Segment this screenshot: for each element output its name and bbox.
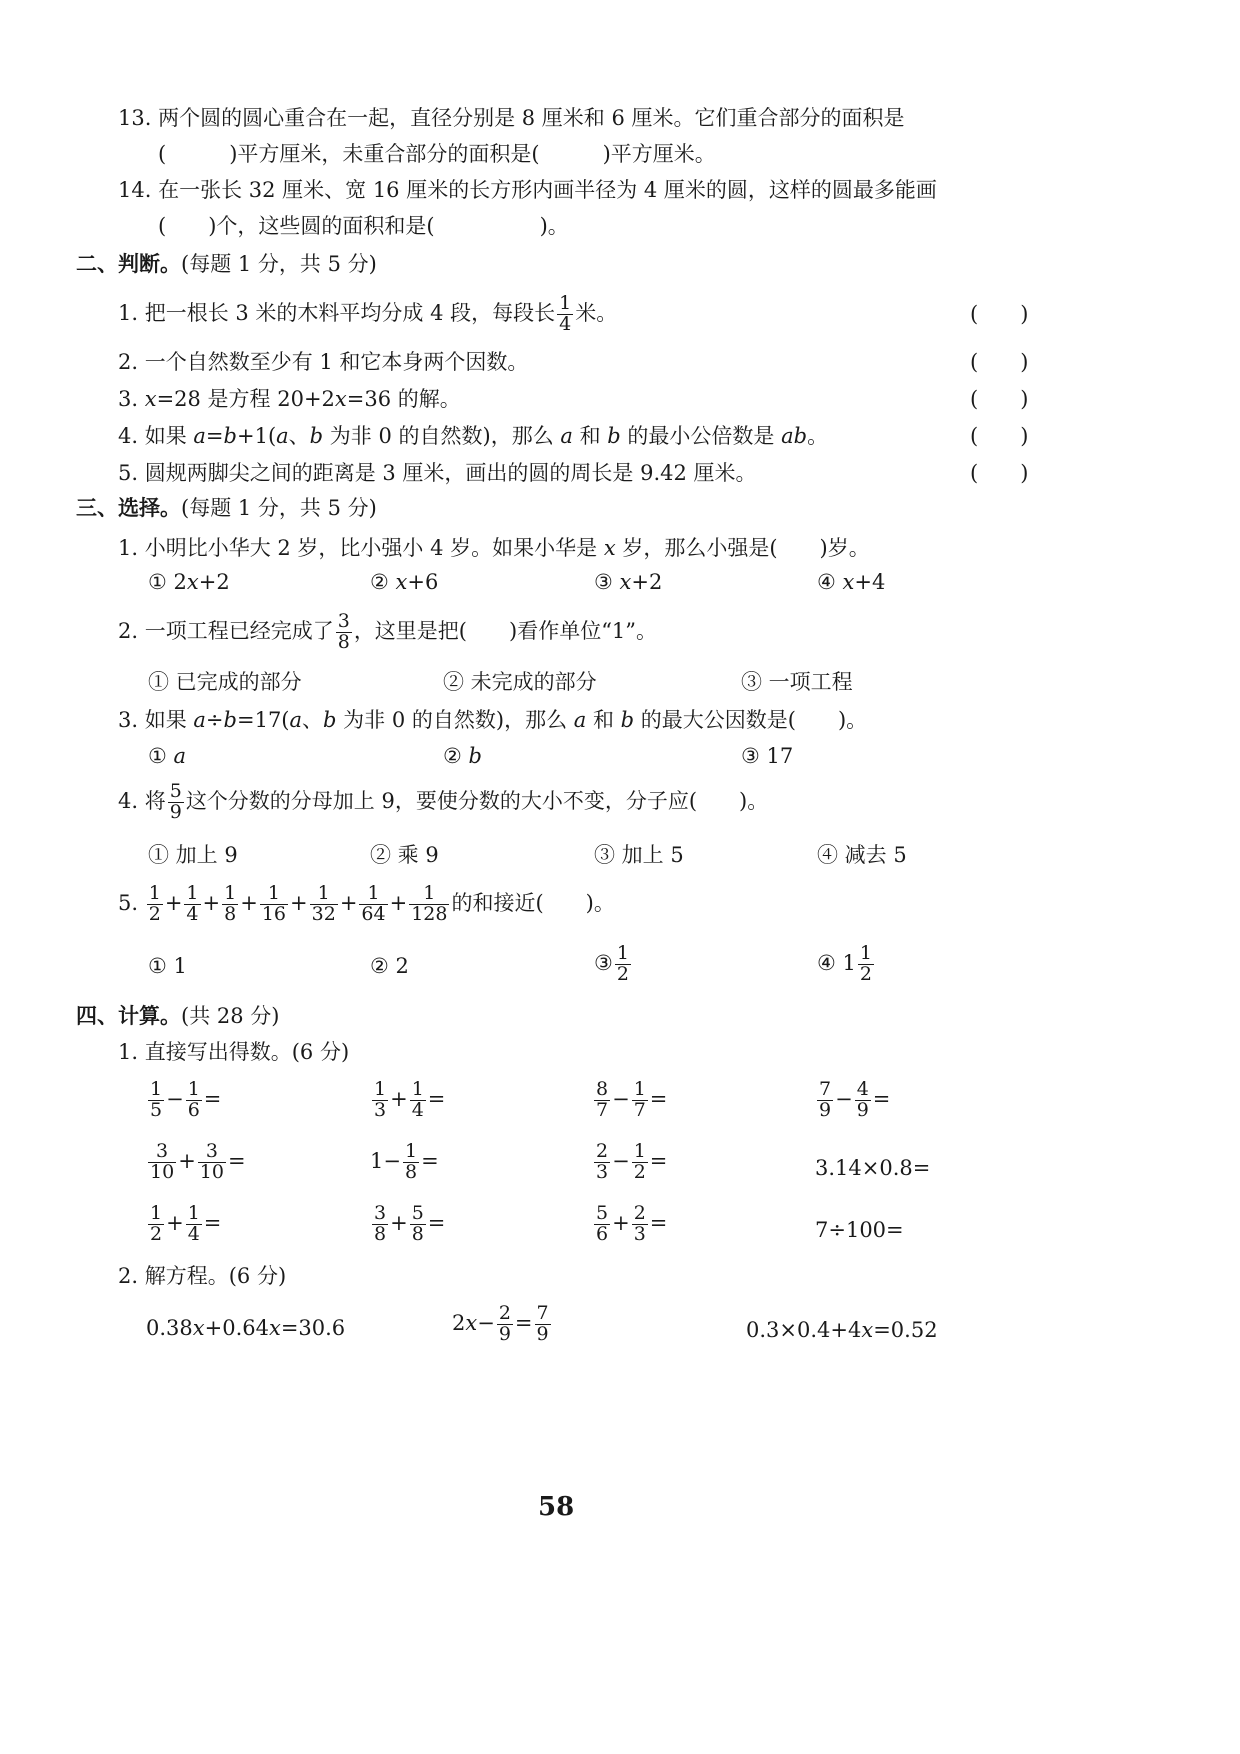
- fraction: [260, 884, 288, 925]
- judge-q5: 5. 圆规两脚尖之间的距离是 3 厘米，画出的圆的周长是 9.42 厘米。: [118, 461, 757, 485]
- numerator: 5: [169, 780, 182, 802]
- fraction: [198, 1142, 226, 1183]
- numerator: 1: [187, 1202, 200, 1224]
- choice-q1: [118, 538, 870, 559]
- numerator: 2: [633, 1202, 646, 1224]
- denominator: 2: [148, 902, 161, 925]
- section-judge-note: (每题 1 分，共 5 分): [181, 252, 377, 276]
- denominator: 6: [596, 1222, 609, 1245]
- plus-sign: +: [389, 890, 408, 915]
- operator: −: [835, 1086, 853, 1111]
- choice-q4-option-2[interactable]: ② 乘 9: [370, 843, 439, 867]
- numerator: 1: [187, 1078, 200, 1100]
- text: =30.6: [280, 1316, 346, 1340]
- calc-item-12: 7÷100=: [815, 1218, 904, 1242]
- section-choice-note: (每题 1 分，共 5 分): [181, 496, 377, 520]
- choice-q4-option-4[interactable]: ④ 减去 5: [817, 843, 907, 867]
- judge-q2: 2. 一个自然数至少有 1 和它本身两个因数。: [118, 350, 529, 374]
- denominator: 2: [150, 1222, 163, 1245]
- fraction: [148, 1204, 164, 1245]
- choice-q5-option-3[interactable]: [594, 944, 633, 985]
- variable-x: x: [619, 570, 632, 594]
- answer-bracket-judge-3[interactable]: ( ): [970, 387, 1029, 411]
- option-label: ① 2: [148, 570, 187, 594]
- calc-item-4: [815, 1080, 890, 1121]
- fraction: [557, 294, 573, 335]
- choice-q3-option-1[interactable]: [148, 746, 186, 767]
- text: +1(: [236, 424, 277, 448]
- fraction: [148, 1142, 176, 1183]
- denominator: 4: [187, 1222, 200, 1245]
- calc-item-11: [592, 1204, 667, 1245]
- section-choice-heading: [76, 498, 377, 519]
- text: 4. 如果: [118, 424, 194, 448]
- numerator: 7: [536, 1302, 549, 1324]
- denominator: 32: [311, 902, 336, 925]
- denominator: 2: [616, 962, 629, 985]
- fraction: [410, 1204, 426, 1245]
- denominator: 5: [150, 1098, 163, 1121]
- text: 的最小公倍数是: [620, 424, 782, 448]
- judge-q1-text: 1. 把一根长 3 米的木料平均分成 4 段，每段长: [118, 300, 556, 325]
- denominator: 10: [150, 1160, 175, 1183]
- text: 2: [452, 1310, 466, 1335]
- variable-a: a: [173, 744, 187, 768]
- variable-b: b: [468, 744, 482, 768]
- numerator: 1: [559, 292, 572, 314]
- numerator: 1: [633, 1140, 646, 1162]
- option-label: ②: [370, 570, 396, 594]
- fraction: [858, 944, 874, 985]
- variable-b: b: [323, 708, 337, 732]
- fraction: [359, 884, 387, 925]
- equals-sign: =: [514, 1310, 533, 1335]
- option-label: ④: [817, 570, 843, 594]
- operator: +: [178, 1148, 196, 1173]
- text: 0.38: [146, 1316, 193, 1340]
- variable-x: x: [192, 1316, 205, 1340]
- choice-q2: [118, 612, 657, 653]
- question-14-line1: 14. 在一张长 32 厘米、宽 16 厘米的长方形内画半径为 4 厘米的圆，这样的圆最多能画: [118, 178, 937, 202]
- text: =0.52: [873, 1318, 938, 1342]
- fraction: [403, 1142, 419, 1183]
- text: =36 的解。: [346, 387, 461, 411]
- fraction: [372, 1204, 388, 1245]
- numerator: 5: [411, 1202, 424, 1224]
- option-label: ③: [594, 950, 613, 975]
- denominator: 8: [404, 1160, 418, 1183]
- plus-sign: +: [202, 890, 221, 915]
- calc-item-3: [592, 1080, 667, 1121]
- fraction: [817, 1080, 833, 1121]
- page-number: 58: [538, 1492, 575, 1522]
- equals-sign: =: [227, 1148, 246, 1173]
- variable-a: a: [276, 424, 289, 448]
- option-label: ③: [594, 570, 620, 594]
- text: 、: [302, 708, 324, 732]
- numerator: 1: [374, 1078, 387, 1100]
- fraction: [372, 1080, 388, 1121]
- variable-x: x: [861, 1318, 874, 1342]
- choice-q5-option-2[interactable]: ② 2: [370, 954, 409, 978]
- text: +0.64: [204, 1316, 269, 1340]
- operator: +: [390, 1210, 408, 1235]
- calc-item-6: [370, 1142, 439, 1183]
- numerator: 3: [337, 610, 350, 632]
- choice-q4: [118, 782, 768, 823]
- variable-a: a: [573, 708, 587, 732]
- option-text: +6: [407, 570, 439, 594]
- numerator: 4: [856, 1078, 869, 1100]
- equals-sign: =: [872, 1086, 891, 1111]
- denominator: 2: [859, 962, 872, 985]
- denominator: 3: [633, 1222, 646, 1245]
- text: 的和接近( )。: [451, 890, 615, 915]
- variable-b: b: [223, 708, 237, 732]
- text: 。: [807, 424, 829, 448]
- fraction: [222, 884, 238, 925]
- fraction: [168, 782, 184, 823]
- variable-a: a: [289, 708, 303, 732]
- fraction: [336, 612, 352, 653]
- choice-q4-option-1[interactable]: ① 加上 9: [148, 843, 238, 867]
- variable-x: x: [465, 1310, 478, 1335]
- answer-bracket-judge-1[interactable]: ( ): [970, 302, 1029, 326]
- option-label: ④ 1: [817, 950, 856, 975]
- option-text: +4: [854, 570, 886, 594]
- section-judge-heading: [76, 254, 377, 275]
- fraction: [147, 884, 163, 925]
- fraction: [615, 944, 631, 985]
- section-calc-heading: [76, 1006, 279, 1027]
- variable-b: b: [620, 708, 635, 732]
- choice-q5: [118, 884, 615, 925]
- question-13-line2: ( )平方厘米，未重合部分的面积是( )平方厘米。: [158, 142, 716, 166]
- fraction: [497, 1304, 513, 1345]
- fraction: [855, 1080, 871, 1121]
- judge-q1-unit: 米。: [575, 300, 618, 325]
- option-label: ②: [443, 744, 469, 768]
- choice-q3: [118, 710, 867, 731]
- choice-q1-option-2[interactable]: [370, 572, 438, 593]
- choice-q1-option-1[interactable]: [148, 572, 230, 593]
- numerator: 1: [359, 884, 387, 905]
- equals-sign: =: [649, 1210, 668, 1235]
- denominator: 7: [633, 1098, 646, 1121]
- fraction: [186, 1080, 202, 1121]
- denominator: 8: [374, 1222, 387, 1245]
- choice-q3-option-2[interactable]: [443, 746, 482, 767]
- question-14-line2: ( )个，这些圆的面积和是( )。: [158, 214, 569, 238]
- equals-sign: =: [203, 1210, 222, 1235]
- fraction: [186, 1204, 202, 1245]
- option-label: ①: [148, 744, 174, 768]
- numerator: 7: [819, 1078, 832, 1100]
- operator: +: [612, 1210, 630, 1235]
- equation-3: [746, 1320, 938, 1341]
- variable-a: a: [193, 708, 206, 732]
- denominator: 4: [559, 312, 572, 335]
- variable-x: x: [334, 387, 347, 411]
- text: ，这里是把( )看作单位“1”。: [353, 618, 658, 643]
- equals-sign: =: [203, 1086, 222, 1111]
- equals-sign: =: [427, 1086, 446, 1111]
- equals-sign: =: [421, 1148, 439, 1173]
- denominator: 2: [633, 1160, 646, 1183]
- fraction: [632, 1204, 648, 1245]
- variable-b: b: [607, 424, 621, 448]
- text: 5.: [118, 890, 145, 915]
- choice-q2-option-1[interactable]: ① 已完成的部分: [148, 670, 302, 694]
- denominator: 8: [224, 902, 237, 925]
- calc-sub2-title: 2. 解方程。(6 分): [118, 1264, 287, 1288]
- answer-bracket-judge-2[interactable]: ( ): [970, 350, 1029, 374]
- answer-bracket-judge-4[interactable]: ( ): [970, 424, 1029, 448]
- question-13-line1: 13. 两个圆的圆心重合在一起，直径分别是 8 厘米和 6 厘米。它们重合部分的面积是: [118, 106, 905, 130]
- denominator: 9: [498, 1322, 511, 1345]
- numerator: 1: [148, 882, 161, 904]
- section-calc-title: 四、计算。: [76, 1004, 181, 1028]
- numerator: 5: [596, 1202, 609, 1224]
- denominator: 64: [361, 902, 386, 925]
- calc-item-5: [146, 1142, 246, 1183]
- text: =17(: [236, 708, 290, 732]
- operator: −: [612, 1086, 630, 1111]
- denominator: 7: [596, 1098, 609, 1121]
- operator: −: [612, 1148, 630, 1173]
- choice-q4-option-3[interactable]: ③ 加上 5: [594, 843, 684, 867]
- text: 3. 如果: [118, 708, 194, 732]
- fraction: [594, 1204, 610, 1245]
- denominator: 4: [186, 902, 199, 925]
- answer-bracket-judge-5[interactable]: ( ): [970, 461, 1029, 485]
- judge-q3: [118, 389, 461, 410]
- variable-x: x: [842, 570, 855, 594]
- calc-item-1: [146, 1080, 221, 1121]
- denominator: 16: [261, 902, 287, 925]
- section-calc-note: (共 28 分): [181, 1004, 280, 1028]
- option-text: +2: [198, 570, 230, 594]
- numerator: 1: [616, 942, 629, 964]
- fraction: [535, 1304, 551, 1345]
- choice-q2-option-2[interactable]: ② 未完成的部分: [443, 670, 597, 694]
- fraction: [184, 884, 200, 925]
- calc-item-9: [146, 1204, 221, 1245]
- judge-q4: [118, 426, 828, 447]
- numerator: 2: [498, 1302, 511, 1324]
- text: 这个分数的分母加上 9，要使分数的大小不变，分子应( )。: [185, 788, 769, 813]
- equation-1: [146, 1318, 345, 1339]
- numerator: 2: [596, 1140, 609, 1162]
- numerator: 1: [859, 942, 872, 964]
- choice-q1-option-4[interactable]: [817, 572, 885, 593]
- denominator: 4: [411, 1098, 424, 1121]
- operator: −: [477, 1310, 495, 1335]
- denominator: 9: [819, 1098, 832, 1121]
- text: 0.3×0.4+4: [746, 1318, 862, 1342]
- calc-item-7: [592, 1142, 667, 1183]
- numerator: 1: [404, 1140, 418, 1162]
- text: 3.: [118, 387, 145, 411]
- text: 为非 0 的自然数)，那么: [323, 424, 561, 448]
- calc-item-10: [370, 1204, 445, 1245]
- denominator: 10: [199, 1160, 224, 1183]
- numerator: 3: [198, 1142, 226, 1163]
- numerator: 1: [224, 882, 237, 904]
- text: 2. 一项工程已经完成了: [118, 618, 334, 643]
- numerator: 1: [260, 884, 288, 905]
- choice-q1-option-3[interactable]: [594, 572, 662, 593]
- denominator: 9: [536, 1322, 549, 1345]
- numerator: 1: [150, 1078, 163, 1100]
- variable-x: x: [395, 570, 408, 594]
- variable-ab: ab: [781, 424, 808, 448]
- variable-x: x: [186, 570, 199, 594]
- variable-x: x: [268, 1316, 281, 1340]
- numerator: 8: [596, 1078, 609, 1100]
- text: 为非 0 的自然数)，那么: [336, 708, 574, 732]
- variable-a: a: [560, 424, 573, 448]
- operator: +: [390, 1086, 408, 1111]
- operator: +: [166, 1210, 184, 1235]
- fraction: [310, 884, 338, 925]
- section-choice-title: 三、选择。: [76, 496, 181, 520]
- fraction: [148, 1080, 164, 1121]
- operator: −: [166, 1086, 184, 1111]
- option-label: ③ 17: [741, 744, 794, 768]
- option-text: +2: [631, 570, 663, 594]
- text: 的最大公因数是( )。: [634, 708, 868, 732]
- numerator: 1: [411, 1078, 424, 1100]
- fraction: [409, 884, 449, 925]
- equals-sign: =: [649, 1086, 668, 1111]
- numerator: 3: [374, 1202, 387, 1224]
- choice-q5-option-1[interactable]: ① 1: [148, 954, 187, 978]
- text: 和: [586, 708, 621, 732]
- choice-q5-option-4[interactable]: [817, 944, 876, 985]
- text: =28 是方程 20+2: [156, 387, 335, 411]
- denominator: 3: [374, 1098, 387, 1121]
- text: 和: [572, 424, 608, 448]
- denominator: 9: [856, 1098, 869, 1121]
- choice-q2-option-3[interactable]: ③ 一项工程: [741, 670, 853, 694]
- equals-sign: =: [649, 1148, 668, 1173]
- integer-part: 1−: [370, 1148, 401, 1173]
- variable-b: b: [223, 424, 237, 448]
- calc-sub1-title: 1. 直接写出得数。(6 分): [118, 1040, 350, 1064]
- denominator: 8: [411, 1222, 424, 1245]
- numerator: 1: [310, 884, 338, 905]
- text: 、: [288, 424, 310, 448]
- variable-x: x: [603, 536, 616, 560]
- plus-sign: +: [240, 890, 258, 915]
- text: =: [205, 424, 224, 448]
- text: 1. 小明比小华大 2 岁，比小强小 4 岁。如果小华是: [118, 536, 604, 560]
- text: ÷: [205, 708, 224, 732]
- fraction: [632, 1142, 648, 1183]
- calc-item-2: [370, 1080, 445, 1121]
- variable-a: a: [193, 424, 206, 448]
- section-judge-title: 二、判断。: [76, 252, 181, 276]
- plus-sign: +: [290, 890, 308, 915]
- denominator: 9: [169, 800, 182, 823]
- fraction: [594, 1142, 610, 1183]
- equals-sign: =: [427, 1210, 446, 1235]
- plus-sign: +: [339, 890, 358, 915]
- numerator: 1: [409, 884, 449, 905]
- variable-b: b: [309, 424, 324, 448]
- fraction: [410, 1080, 426, 1121]
- calc-item-8: 3.14×0.8=: [815, 1156, 931, 1180]
- denominator: 6: [187, 1098, 200, 1121]
- judge-q1: [118, 294, 617, 335]
- text: 岁，那么小强是( )岁。: [615, 536, 870, 560]
- choice-q3-option-3[interactable]: [741, 746, 793, 767]
- numerator: 1: [633, 1078, 646, 1100]
- numerator: 3: [148, 1142, 176, 1163]
- equation-2: [452, 1304, 553, 1345]
- plus-sign: +: [164, 890, 183, 915]
- numerator: 1: [186, 882, 199, 904]
- denominator: 8: [337, 630, 350, 653]
- numerator: 1: [150, 1202, 163, 1224]
- text: 4. 将: [118, 788, 166, 813]
- fraction: [594, 1080, 610, 1121]
- fraction: [632, 1080, 648, 1121]
- denominator: 128: [411, 902, 448, 925]
- denominator: 3: [596, 1160, 609, 1183]
- variable-x: x: [144, 387, 157, 411]
